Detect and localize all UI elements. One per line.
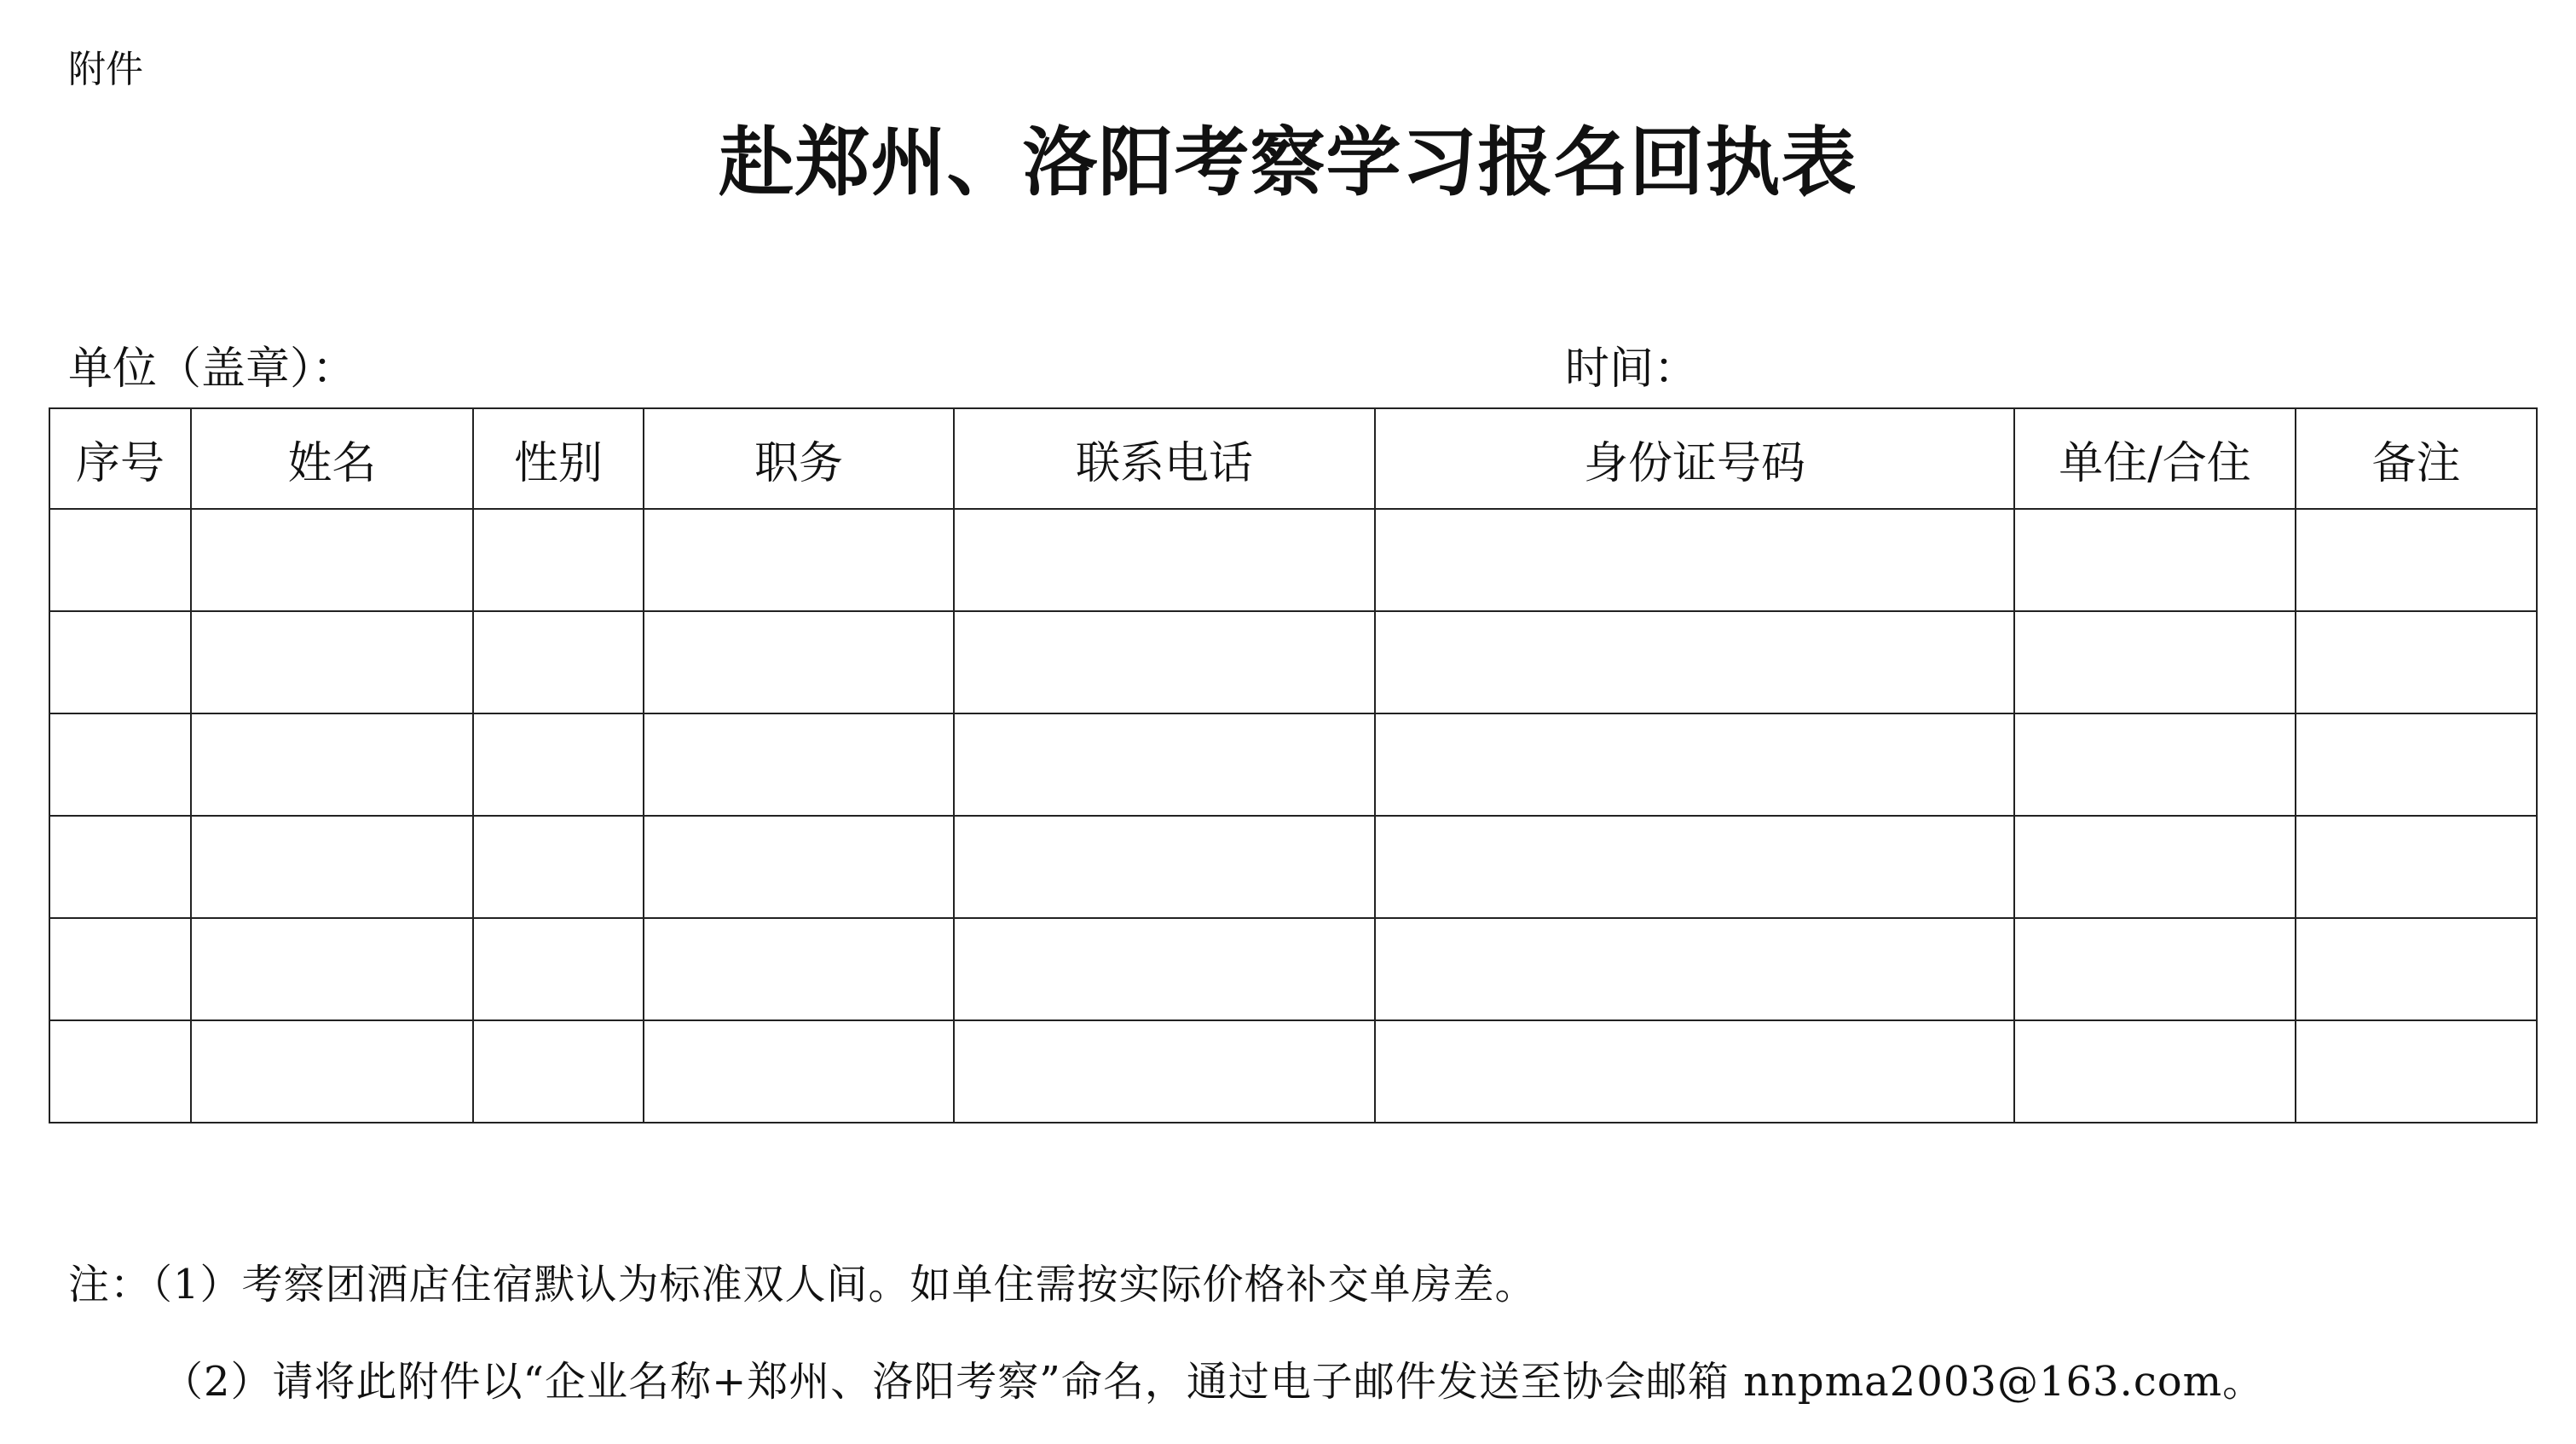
header-serial-number: 序号 xyxy=(49,408,191,509)
table-cell[interactable] xyxy=(473,1020,644,1123)
table-cell[interactable] xyxy=(2014,1020,2296,1123)
table-cell[interactable] xyxy=(1375,611,2014,713)
table-cell[interactable] xyxy=(954,713,1375,816)
table-cell[interactable] xyxy=(473,713,644,816)
table-cell[interactable] xyxy=(954,816,1375,918)
table-cell[interactable] xyxy=(2296,816,2537,918)
table-cell[interactable] xyxy=(191,611,473,713)
table-cell[interactable] xyxy=(644,611,954,713)
table-cell[interactable] xyxy=(1375,1020,2014,1123)
table-cell[interactable] xyxy=(1375,918,2014,1020)
table-cell[interactable] xyxy=(2014,611,2296,713)
table-cell[interactable] xyxy=(473,611,644,713)
table-cell[interactable] xyxy=(2014,918,2296,1020)
table-cell[interactable] xyxy=(954,1020,1375,1123)
table-cell[interactable] xyxy=(2014,509,2296,611)
table-cell[interactable] xyxy=(191,509,473,611)
table-cell[interactable] xyxy=(644,713,954,816)
unit-stamp-label: 单位（盖章）： xyxy=(68,344,357,395)
table-cell[interactable] xyxy=(49,713,191,816)
table-cell[interactable] xyxy=(1375,816,2014,918)
table-cell[interactable] xyxy=(49,611,191,713)
note-line-1: 注：（1）考察团酒店住宿默认为标准双人间。如单住需按实际价格补交单房差。 xyxy=(68,1261,1537,1308)
table-cell[interactable] xyxy=(644,1020,954,1123)
table-row xyxy=(49,713,2537,816)
document-title: 赴郑州、洛阳考察学习报名回执表 xyxy=(719,118,1857,206)
header-gender: 性别 xyxy=(473,408,644,509)
header-name: 姓名 xyxy=(191,408,473,509)
table-cell[interactable] xyxy=(954,509,1375,611)
table-row xyxy=(49,918,2537,1020)
table-cell[interactable] xyxy=(191,713,473,816)
table-cell[interactable] xyxy=(1375,713,2014,816)
table-row xyxy=(49,816,2537,918)
table-row xyxy=(49,509,2537,611)
table-cell[interactable] xyxy=(2296,918,2537,1020)
header-id-number: 身份证号码 xyxy=(1375,408,2014,509)
table-cell[interactable] xyxy=(2296,509,2537,611)
header-phone: 联系电话 xyxy=(954,408,1375,509)
header-position: 职务 xyxy=(644,408,954,509)
table-cell[interactable] xyxy=(2296,1020,2537,1123)
table-header-row xyxy=(49,408,2537,509)
table-cell[interactable] xyxy=(191,918,473,1020)
table-cell[interactable] xyxy=(644,509,954,611)
table-cell[interactable] xyxy=(644,816,954,918)
table-cell[interactable] xyxy=(644,918,954,1020)
table-cell[interactable] xyxy=(473,918,644,1020)
table-cell[interactable] xyxy=(954,918,1375,1020)
table-cell[interactable] xyxy=(954,611,1375,713)
table-cell[interactable] xyxy=(473,509,644,611)
table-cell[interactable] xyxy=(49,509,191,611)
table-cell[interactable] xyxy=(191,816,473,918)
table-row xyxy=(49,1020,2537,1123)
registration-table xyxy=(49,407,2538,1123)
table-cell[interactable] xyxy=(191,1020,473,1123)
table-cell[interactable] xyxy=(2296,713,2537,816)
table-cell[interactable] xyxy=(49,816,191,918)
table-cell[interactable] xyxy=(2014,713,2296,816)
table-cell[interactable] xyxy=(1375,509,2014,611)
table-cell[interactable] xyxy=(2014,816,2296,918)
table-cell[interactable] xyxy=(473,816,644,918)
table-cell[interactable] xyxy=(49,918,191,1020)
table-cell[interactable] xyxy=(2296,611,2537,713)
header-room-type: 单住/合住 xyxy=(2014,408,2296,509)
header-remarks: 备注 xyxy=(2296,408,2537,509)
table-cell[interactable] xyxy=(49,1020,191,1123)
note-line-2: （2）请将此附件以“企业名称+郑州、洛阳考察”命名，通过电子邮件发送至协会邮箱 nnpma2003@163.com。 xyxy=(162,1358,2265,1406)
attachment-label: 附件 xyxy=(68,48,143,91)
time-label: 时间： xyxy=(1565,344,1699,395)
table-row xyxy=(49,611,2537,713)
